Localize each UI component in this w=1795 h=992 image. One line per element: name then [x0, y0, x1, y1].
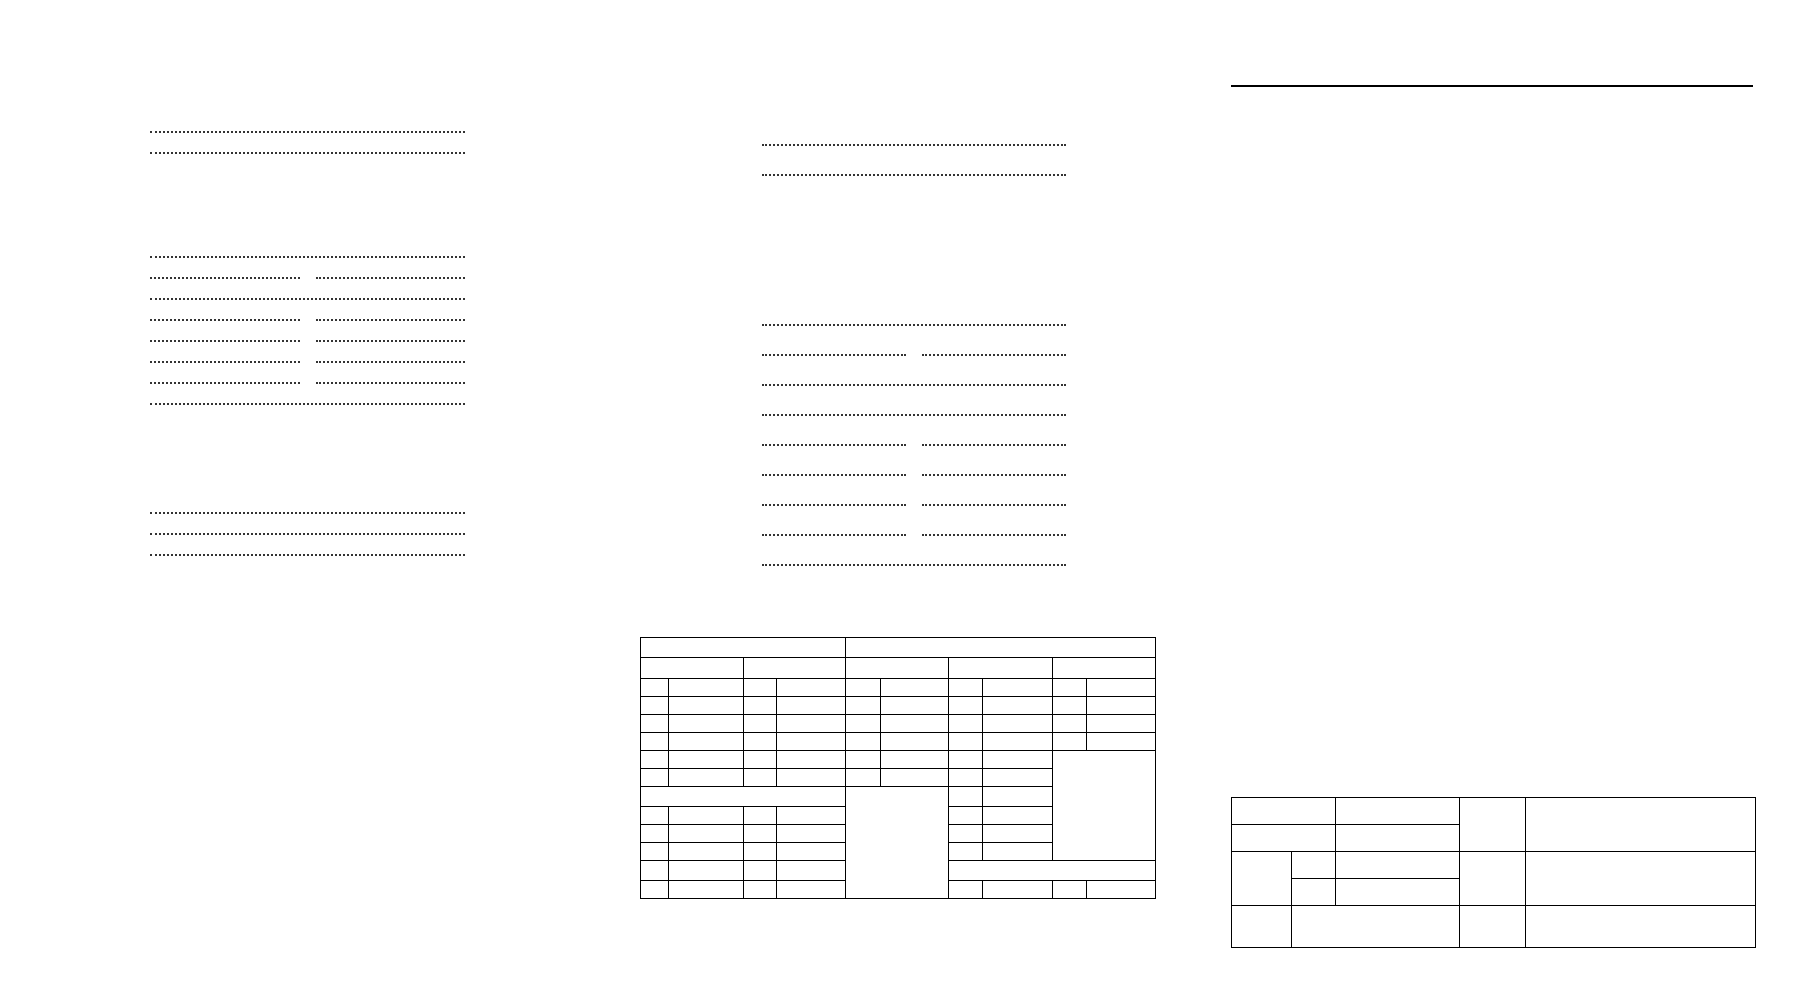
bus-cell: [744, 769, 777, 787]
leader-dots: [762, 144, 1066, 146]
leader-dots: [922, 354, 1066, 356]
bus-cell: [744, 843, 777, 861]
bus-cell: [1053, 881, 1087, 899]
bus-car-header: [846, 658, 949, 679]
leader-dots: [922, 474, 1066, 476]
bus-cell: [983, 769, 1053, 787]
leader-dots: [150, 319, 300, 321]
leader-dots: [762, 444, 906, 446]
bus-cell: [641, 715, 669, 733]
order-row: [38, 256, 556, 263]
leader-dots: [762, 354, 906, 356]
duty-s2-label: [1232, 825, 1336, 852]
bus-cell: [777, 843, 846, 861]
leader-dots: [762, 384, 1066, 386]
bus-cell: [744, 697, 777, 715]
bus-cell: [846, 751, 881, 769]
order-row: [38, 152, 556, 159]
duty-s3-label: [1460, 798, 1526, 852]
bus-cell: [641, 751, 669, 769]
bus-cell: [846, 679, 881, 697]
leader-dots: [762, 324, 1066, 326]
order-row: [38, 319, 556, 326]
leader-dots: [762, 504, 906, 506]
bus-cell: [669, 843, 744, 861]
duty-wed-song-value: [1336, 879, 1460, 906]
bus-cell: [881, 733, 949, 751]
order-row: [46, 533, 556, 540]
order-row: [640, 144, 1160, 151]
bus-cell: [983, 881, 1053, 899]
order-row: [38, 298, 556, 305]
leader-dots: [762, 534, 906, 536]
bus-cell: [669, 751, 744, 769]
order-row: [640, 564, 1160, 571]
order-row: [38, 382, 556, 389]
group-report-table: [1231, 85, 1753, 87]
bus-cell: [846, 715, 881, 733]
bus-row: [641, 715, 1156, 733]
bus-cell: [641, 861, 669, 881]
bus-cell: [846, 697, 881, 715]
bus-cell: [949, 807, 983, 825]
order-row: [640, 354, 1160, 361]
leader-dots: [316, 277, 466, 279]
bus-cell: [983, 825, 1053, 843]
bus-cell: [1053, 733, 1087, 751]
order-row: [640, 324, 1160, 331]
leader-dots: [150, 298, 465, 300]
leader-dots: [150, 340, 300, 342]
bus-empty: [1053, 751, 1156, 861]
order-row: [640, 474, 1160, 481]
bus-cell: [983, 843, 1053, 861]
bus-row: [641, 697, 1156, 715]
bus-cell: [881, 715, 949, 733]
duty-wed-label: [1232, 852, 1292, 906]
order-row: [640, 534, 1160, 541]
bus-cell: [641, 769, 669, 787]
bus-cell: [669, 807, 744, 825]
bus-cell: [777, 825, 846, 843]
bus-cell: [949, 715, 983, 733]
bus-cell: [669, 679, 744, 697]
duty-money-label: [1460, 906, 1526, 948]
bus-cell: [669, 861, 744, 881]
leader-dots: [922, 504, 1066, 506]
bus-row: [641, 751, 1156, 769]
bus-schedule: [640, 637, 1156, 899]
bus-car-header: [641, 658, 744, 679]
duty-wed-pray-value: [1336, 852, 1460, 879]
bus-cell: [881, 679, 949, 697]
bus-cell: [949, 881, 983, 899]
order-row: [640, 444, 1160, 451]
order-row: [46, 554, 556, 561]
bus-cell: [846, 769, 881, 787]
bus-cell: [983, 787, 1053, 807]
bus-cell: [1087, 881, 1156, 899]
bus-cell: [983, 733, 1053, 751]
leader-dots: [150, 512, 465, 514]
order-row: [38, 277, 556, 284]
bus-cell: [949, 751, 983, 769]
bus-row: [641, 679, 1156, 697]
duty-s2-value: [1336, 825, 1460, 852]
bus-cell: [949, 697, 983, 715]
bus-cell: [669, 697, 744, 715]
leader-dots: [150, 382, 300, 384]
leader-dots: [150, 131, 465, 133]
bus-cell: [669, 715, 744, 733]
bus-cell: [777, 807, 846, 825]
bus-cell: [881, 697, 949, 715]
order-row: [38, 361, 556, 368]
bus-cell: [641, 807, 669, 825]
order-row: [46, 512, 556, 519]
order-row: [38, 340, 556, 347]
bus-wed-header: [641, 787, 846, 807]
leader-dots: [762, 564, 1066, 566]
order-row: [640, 414, 1160, 421]
bus-cell: [744, 751, 777, 769]
bus-cell: [1087, 697, 1156, 715]
bus-cell: [641, 881, 669, 899]
leader-dots: [316, 361, 466, 363]
bus-cell: [983, 679, 1053, 697]
bus-cell: [1087, 679, 1156, 697]
bus-cell: [1087, 715, 1156, 733]
bus-cell: [777, 715, 846, 733]
leader-dots: [316, 382, 466, 384]
order-row: [38, 403, 556, 410]
duty-s3-value: [1526, 798, 1756, 852]
duty-s1-label: [1232, 798, 1336, 825]
bus-cell: [744, 881, 777, 899]
bus-cell: [669, 769, 744, 787]
bus-cell: [983, 697, 1053, 715]
leader-dots: [762, 414, 1066, 416]
order-row: [640, 504, 1160, 511]
leader-dots: [150, 554, 465, 556]
order-row: [640, 174, 1160, 181]
leader-dots: [762, 174, 1066, 176]
bus-cell: [777, 861, 846, 881]
bus-cell: [949, 733, 983, 751]
bus-cell: [777, 881, 846, 899]
duty-table: [1231, 797, 1756, 948]
bus-cell: [777, 679, 846, 697]
duty-wed-pray-label: [1292, 852, 1336, 879]
bus-cell: [881, 751, 949, 769]
bus-fri-header: [949, 861, 1156, 881]
bus-cell: [777, 769, 846, 787]
bus-cell: [777, 697, 846, 715]
bus-cell: [744, 733, 777, 751]
bus-row: [641, 733, 1156, 751]
bus-car-header: [949, 658, 1053, 679]
duty-usher-label: [1232, 906, 1292, 948]
leader-dots: [762, 474, 906, 476]
bus-cell: [641, 697, 669, 715]
leader-dots: [150, 533, 465, 535]
bus-cell: [949, 769, 983, 787]
leader-dots: [922, 534, 1066, 536]
bus-cell: [777, 751, 846, 769]
bus-sunday2-header: [846, 638, 1156, 658]
bus-cell: [744, 807, 777, 825]
bus-cell: [1053, 679, 1087, 697]
bus-car-header: [1053, 658, 1156, 679]
order-row: [640, 384, 1160, 391]
bus-cell: [983, 807, 1053, 825]
bus-cell: [744, 825, 777, 843]
bus-cell: [949, 825, 983, 843]
bus-cell: [669, 733, 744, 751]
bus-cell: [846, 733, 881, 751]
leader-dots: [150, 256, 465, 258]
bus-cell: [641, 679, 669, 697]
bus-cell: [641, 843, 669, 861]
bus-car-header: [744, 658, 846, 679]
leader-dots: [150, 361, 300, 363]
bus-cell: [744, 679, 777, 697]
bus-cell: [777, 733, 846, 751]
bus-cell: [669, 825, 744, 843]
duty-s1-value: [1336, 798, 1460, 825]
bus-cell: [983, 751, 1053, 769]
bus-cell: [641, 825, 669, 843]
duty-meal-value: [1526, 852, 1756, 906]
leader-dots: [150, 152, 465, 154]
bus-empty: [846, 787, 949, 899]
leader-dots: [150, 403, 465, 405]
order-row: [38, 131, 556, 138]
bus-cell: [641, 733, 669, 751]
duty-wed-song-label: [1292, 879, 1336, 906]
leader-dots: [316, 319, 466, 321]
bus-cell: [1053, 715, 1087, 733]
bus-cell: [949, 679, 983, 697]
leader-dots: [922, 444, 1066, 446]
bus-cell: [949, 843, 983, 861]
bus-cell: [949, 787, 983, 807]
bus-cell: [669, 881, 744, 899]
leader-dots: [316, 340, 466, 342]
bus-cell: [983, 715, 1053, 733]
leader-dots: [150, 277, 300, 279]
bus-cell: [881, 769, 949, 787]
bus-cell: [744, 715, 777, 733]
duty-meal-label: [1460, 852, 1526, 906]
bus-cell: [1087, 733, 1156, 751]
bus-cell: [744, 861, 777, 881]
bus-cell: [1053, 697, 1087, 715]
bus-dawn-header: [641, 638, 846, 658]
